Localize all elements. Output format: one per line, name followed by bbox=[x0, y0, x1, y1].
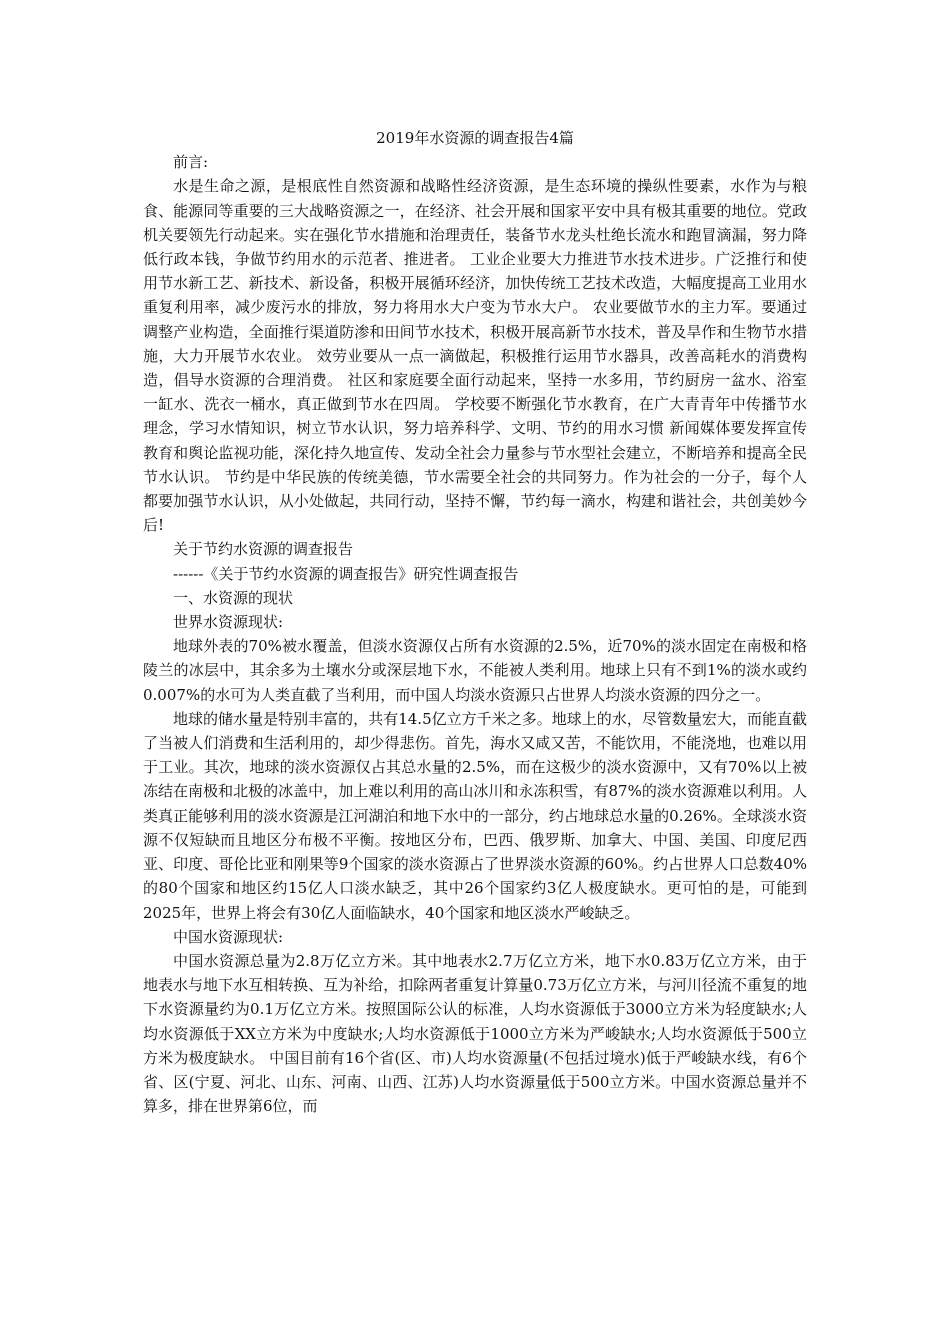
section-heading-world-water: 世界水资源现状: bbox=[173, 613, 284, 632]
section-heading-preface: 前言: bbox=[173, 153, 209, 172]
paragraph-china-water: 中国水资源总量为2.8万亿立方米。其中地表水2.7万亿立方米，地下水0.83万亿立方米，由于地表水与地下水互相转换、互为补给，扣除两者重复计算量0.73万亿立方米，与河川径流不重复的地下水资源量约为0.1万亿立方米。按照国际公认的标准，人均水资源低于3000立方米为轻度缺水;人均水资源低于XX立方米为中度缺水;人均水资源低于1000立方米为严峻缺水;人均水资源低于500立方米为极度缺水。 中国目前有16个省(区、市)人均水资源量(不包括过境水)低于严峻缺水线，有6个省、区(宁夏、河北、山东、河南、山西、江苏)人均水资源量低于500立方米。中国水资源总量并不算多，排在世界第6位，而 bbox=[143, 951, 807, 1116]
document-body bbox=[143, 126, 807, 1118]
paragraph-world-water-2: 地球的储水量是特别丰富的，共有14.5亿立方千米之多。地球上的水，尽管数量宏大，而能直截了当被人们消费和生活利用的，却少得悲伤。首先，海水又咸又苦，不能饮用，不能浇地，也难以用于工业。其次，地球的淡水资源仅占其总水量的2.5%，而在这极少的淡水资源中，又有70%以上被冻结在南极和北极的冰盖中，加上难以利用的高山冰川和永冻积雪，有87%的淡水资源难以利用。人类真正能够利用的淡水资源是江河湖泊和地下水中的一部分，约占地球总水量的0.26%。全球淡水资源不仅短缺而且地区分布极不平衡。按地区分布，巴西、俄罗斯、加拿大、中国、美国、印度尼西亚、印度、哥伦比亚和刚果等9个国家的淡水资源占了世界淡水资源的60%。约占世界人口总数40%的80个国家和地区约15亿人口淡水缺乏，其中26个国家约3亿人极度缺水。更可怕的是，可能到2025年，世界上将会有30亿人面临缺水，40个国家和地区淡水严峻缺乏。 bbox=[143, 709, 807, 922]
paragraph-preface: 水是生命之源，是根底性自然资源和战略性经济资源，是生态环境的操纵性要素，水作为与粮食、能源同等重要的三大战略资源之一，在经济、社会开展和国家平安中具有极其重要的地位。党政机关要领先行动起来。实在强化节水措施和治理责任，装备节水龙头杜绝长流水和跑冒滴漏，努力降低行政本钱，争做节约用水的示范者、推进者。 工业企业要大力推进节水技术进步。广泛推行和使用节水新工艺、新技术、新设备，积极开展循环经济，加快传统工艺技术改造，大幅度提高工业用水重复利用率，减少废污水的排放，努力将用水大户变为节水大户。 农业要做节水的主力军。要通过调整产业构造，全面推行渠道防渗和田间节水技术，积极开展高新节水技术，普及旱作和生物节水措施，大力开展节水农业。 效劳业要从一点一滴做起，积极推行运用节水器具，改善高耗水的消费构造，倡导水资源的合理消费。 社区和家庭要全面行动起来，坚持一水多用，节约厨房一盆水、浴室一缸水、洗衣一桶水，真正做到节水在四周。 学校要不断强化节水教育，在广大青青年中传播节水理念，学习水情知识，树立节水认识，努力培养科学、文明、节约的用水习惯 新闻媒体要发挥宣传教育和舆论监视功能，深化持久地宣传、发动全社会力量参与节水型社会建立，不断培养和提高全民节水认识。 节约是中华民族的传统美德，节水需要全社会的共同努力。作为社会的一分子，每个人都要加强节水认识，从小处做起，共同行动，坚持不懈，节约每一滴水，构建和谐社会，共创美妙今后! bbox=[143, 177, 807, 535]
document-title: 2019年水资源的调查报告4篇 bbox=[376, 129, 574, 147]
section-heading-report-title: 关于节约水资源的调查报告 bbox=[173, 540, 354, 559]
paragraph-world-water-1: 地球外表的70%被水覆盖，但淡水资源仅占所有水资源的2.5%，近70%的淡水固定在南极和格陵兰的冰层中，其余多为土壤水分或深层地下水，不能被人类利用。地球上只有不到1%的淡水或约0.007%的水可为人类直截了当利用，而中国人均淡水资源只占世界人均淡水资源的四分之一。 bbox=[143, 637, 807, 704]
section-heading-report-subtitle: ------《关于节约水资源的调查报告》研究性调查报告 bbox=[173, 564, 519, 583]
section-heading-china-water: 中国水资源现状: bbox=[173, 927, 284, 946]
section-heading-water-status: 一、水资源的现状 bbox=[173, 588, 294, 607]
